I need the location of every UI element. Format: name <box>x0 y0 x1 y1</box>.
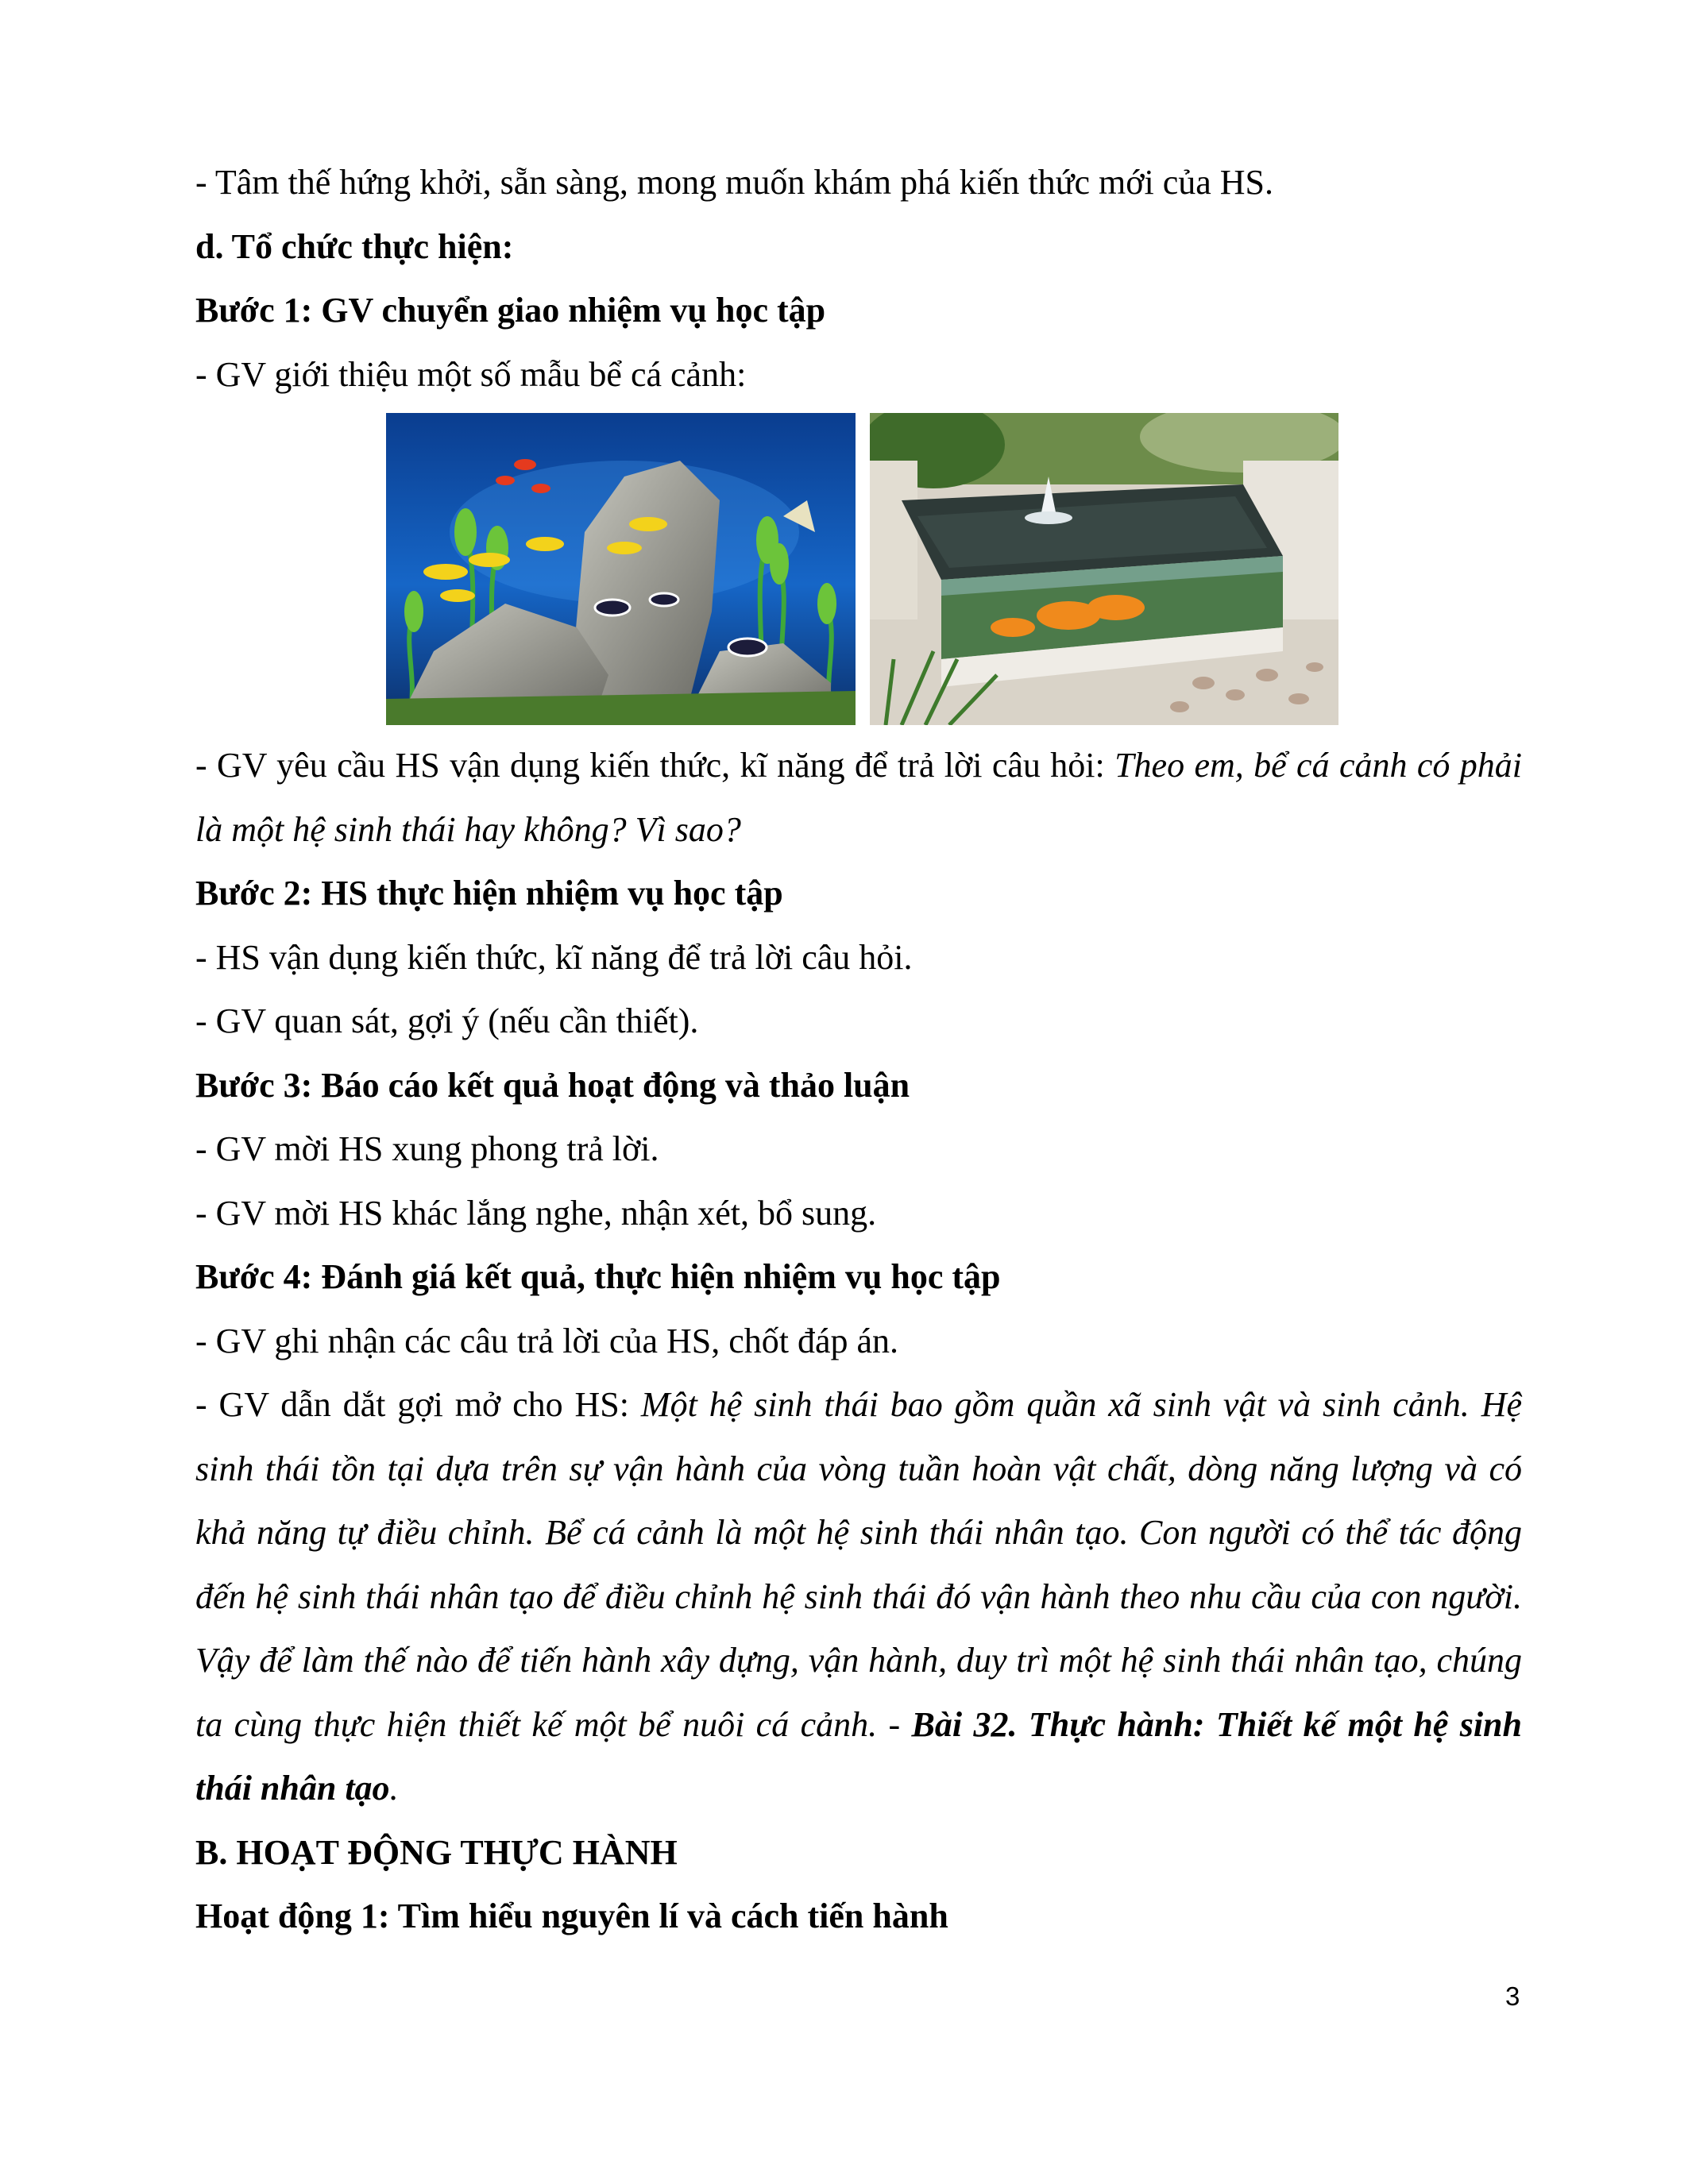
lesson-title: Bài 32. Thực hành: Thiết kế một hệ sinh thái nhân tạo <box>195 1704 1522 1808</box>
text-line: - HS vận dụng kiến thức, kĩ năng để trả lời câu hỏi. <box>195 937 913 977</box>
step-4-heading: Bước 4: Đánh giá kết quả, thực hiện nhiệm vụ học tập <box>195 1257 1001 1296</box>
fish-pond-photo-icon <box>870 413 1338 725</box>
page-number: 3 <box>1505 1981 1520 2011</box>
text-line: - GV mời HS xung phong trả lời. <box>195 1129 659 1168</box>
section-heading-d: d. Tổ chức thực hiện: <box>195 226 514 266</box>
step-2-heading: Bước 2: HS thực hiện nhiệm vụ học tập <box>195 874 783 913</box>
text-line: - GV ghi nhận các câu trả lời của HS, chốt đáp án. <box>195 1321 899 1360</box>
lead-end: . <box>389 1769 399 1808</box>
text-line: - Tâm thế hứng khởi, sẵn sàng, mong muốn khám phá kiến thức mới của HS. <box>195 163 1273 202</box>
aquarium-photo <box>386 413 856 725</box>
text-line: - GV mời HS khác lắng nghe, nhận xét, bổ sung. <box>195 1193 877 1233</box>
document-page <box>195 151 1522 1949</box>
lead-text: - GV dẫn dắt gợi mở cho HS: <box>195 1385 641 1424</box>
section-b-heading: B. HOẠT ĐỘNG THỰC HÀNH <box>195 1832 678 1872</box>
aquarium-photo-icon <box>386 413 856 725</box>
lead-italic: Một hệ sinh thái bao gồm quần xã sinh vật và sinh cảnh. Hệ sinh thái tồn tại dựa trên sự vận hành của vòng tuần hoàn vật chất, dòng năng lượng và có khả năng tự điều chỉnh. Bể cá cảnh là một hệ sinh thái nhân tạo. Con người có thể tác động đến hệ sinh thái nhân tạo để điều chỉnh hệ sinh thái đó vận hành theo nhu cầu của con người. Vậy để làm thế nào để tiến hành xây dựng, vận hành, duy trì một hệ sinh thái nhân tạo, chúng ta cùng thực hiện thiết kế một bể nuôi cá cảnh. - <box>195 1385 1522 1744</box>
text-line: - GV giới thiệu một số mẫu bể cá cảnh: <box>195 354 747 394</box>
lead-paragraph <box>195 1373 1522 1821</box>
image-row <box>195 407 1522 734</box>
activity-1-heading: Hoạt động 1: Tìm hiểu nguyên lí và cách tiến hành <box>195 1897 948 1935</box>
question-text: - GV yêu cầu HS vận dụng kiến thức, kĩ năng để trả lời câu hỏi: <box>195 746 1115 785</box>
question-paragraph <box>195 734 1522 862</box>
question-italic: Theo em, bể cá cảnh có phải là một hệ sinh thái hay không? Vì sao? <box>195 746 1522 849</box>
step-1-heading: Bước 1: GV chuyển giao nhiệm vụ học tập <box>195 291 826 330</box>
fish-pond-photo <box>870 413 1338 725</box>
text-line: - GV quan sát, gợi ý (nếu cần thiết). <box>195 1001 699 1040</box>
step-3-heading: Bước 3: Báo cáo kết quả hoạt động và thảo luận <box>195 1065 910 1105</box>
